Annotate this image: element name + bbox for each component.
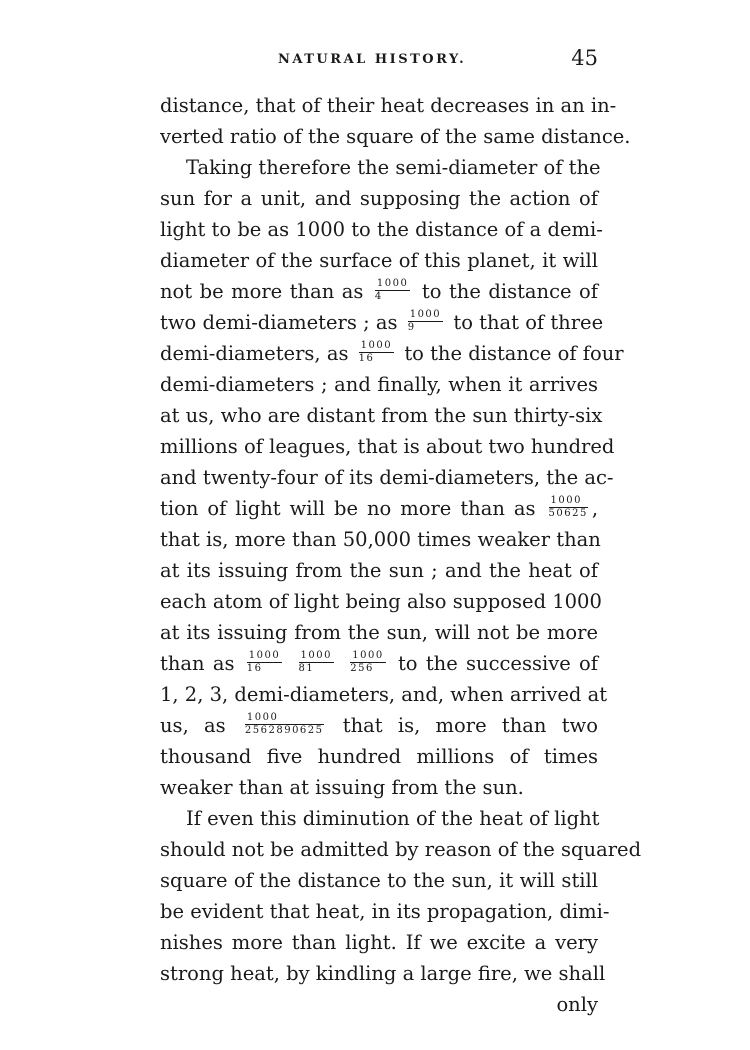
text-line: nishes more than light. If we excite a very — [160, 931, 598, 954]
fraction-numerator: 1000 — [409, 309, 442, 320]
text-line: at its issuing from the sun ; and the heat of — [160, 559, 598, 582]
fraction-numerator: 1000 — [549, 495, 588, 508]
text-line: at its issuing from the sun, will not be more — [160, 621, 598, 644]
text-line: strong heat, by kindling a large fire, we shall — [160, 962, 606, 985]
fraction — [247, 650, 282, 675]
running-head-title: NATURAL HISTORY. — [278, 52, 467, 67]
text-line — [160, 648, 598, 679]
text-line: at us, who are distant from the sun thirty-six — [160, 404, 603, 427]
body-text — [160, 90, 642, 1020]
text-segment: , — [591, 497, 599, 520]
fraction-denominator: 50625 — [548, 508, 588, 519]
fraction — [245, 712, 324, 737]
text-segment: to the successive of — [397, 652, 599, 675]
fraction-denominator: 16 — [246, 663, 263, 674]
fraction-numerator: 1000 — [300, 650, 332, 661]
text-segment: to the distance of four — [404, 342, 624, 365]
fraction-denominator: 9 — [407, 322, 416, 333]
page-number: 45 — [571, 46, 598, 70]
text-line: light to be as 1000 to the distance of a demi- — [160, 218, 603, 241]
fraction-numerator: 1000 — [248, 650, 281, 661]
text-line: Taking therefore the semi-diameter of the — [186, 156, 601, 179]
fraction — [408, 309, 443, 334]
text-line: demi-diameters ; and finally, when it arrives — [160, 373, 598, 396]
text-line — [160, 338, 624, 369]
fraction-numerator: 1000 — [245, 712, 324, 725]
text-segment: two demi-diameters ; as — [160, 311, 398, 334]
fraction-denominator: 16 — [358, 353, 375, 364]
text-segment: that is, more than two — [342, 714, 598, 737]
text-segment: not be more than as — [160, 280, 364, 303]
fraction — [375, 278, 410, 303]
text-segment: tion of light will be no more than as — [160, 497, 536, 520]
text-line: millions of leagues, that is about two hundred — [160, 435, 615, 458]
text-segment: us, as — [160, 714, 226, 737]
fraction — [350, 650, 385, 675]
text-line: 1, 2, 3, demi-diameters, and, when arrived at — [160, 683, 608, 706]
fraction — [359, 340, 394, 365]
catchword: only — [556, 993, 598, 1016]
text-line — [160, 307, 604, 338]
text-segment: demi-diameters, as — [160, 342, 349, 365]
text-segment: to the distance of — [421, 280, 599, 303]
text-line — [160, 493, 598, 524]
fraction-denominator: 81 — [298, 663, 315, 674]
text-line: that is, more than 50,000 times weaker than — [160, 528, 601, 551]
text-line: If even this diminution of the heat of light — [186, 807, 600, 830]
fraction — [299, 650, 334, 675]
fraction-denominator: 256 — [350, 663, 374, 674]
text-line: diameter of the surface of this planet, it will — [160, 249, 598, 272]
text-segment: than as — [160, 652, 235, 675]
text-line: each atom of light being also supposed 1000 — [160, 590, 602, 613]
text-line — [160, 710, 598, 741]
fraction-denominator: 4 — [374, 291, 383, 302]
text-segment: to that of three — [453, 311, 604, 334]
text-line — [160, 276, 598, 307]
text-line: thousand five hundred millions of times — [160, 745, 598, 768]
text-line: and twenty-four of its demi-diameters, the ac- — [160, 466, 614, 489]
text-line: should not be admitted by reason of the squared — [160, 838, 642, 861]
fraction-numerator: 1000 — [352, 650, 384, 661]
running-head — [160, 48, 598, 72]
fraction-numerator: 1000 — [376, 278, 409, 289]
fraction — [549, 495, 588, 520]
text-line: be evident that heat, in its propagation, dimi- — [160, 900, 610, 923]
text-line: verted ratio of the square of the same distance. — [160, 125, 631, 148]
text-line: sun for a unit, and supposing the action of — [160, 187, 598, 210]
fraction-denominator: 2562890625 — [244, 725, 324, 736]
fraction-numerator: 1000 — [360, 340, 393, 351]
text-line: distance, that of their heat decreases in an in- — [160, 94, 617, 117]
text-line: square of the distance to the sun, it will still — [160, 869, 598, 892]
text-line: weaker than at issuing from the sun. — [160, 776, 524, 799]
